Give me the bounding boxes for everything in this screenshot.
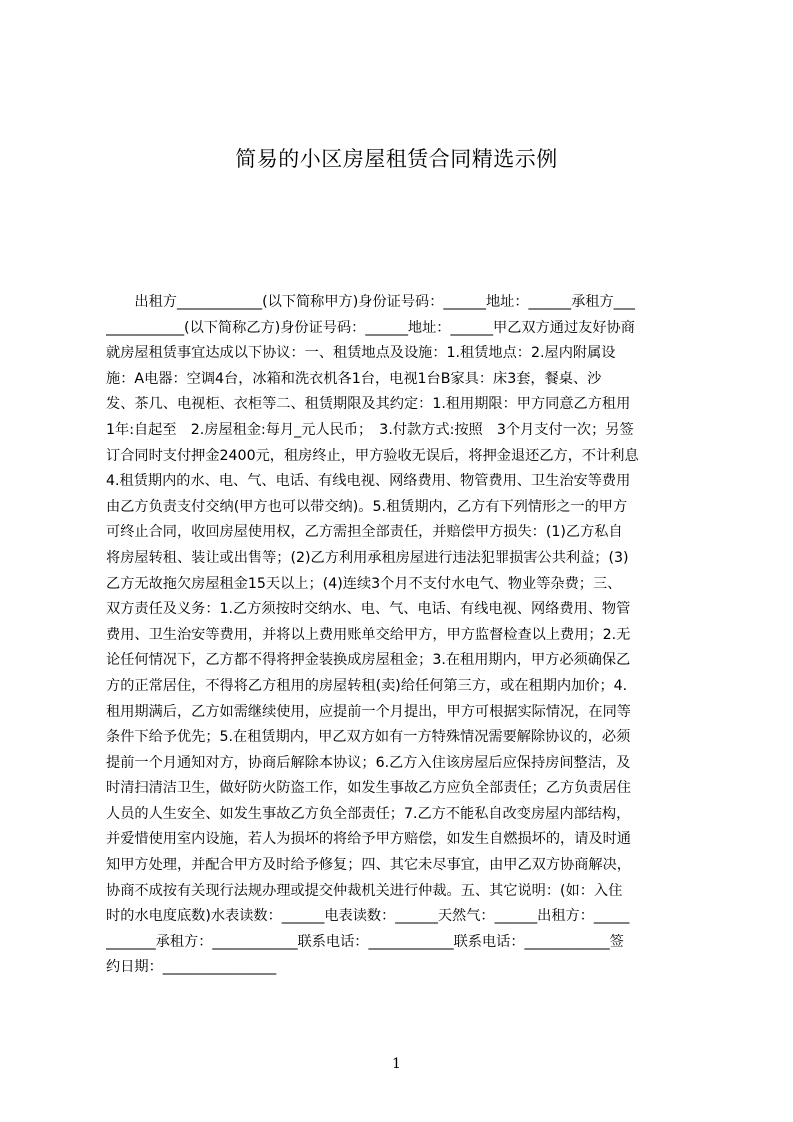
body-line: 知甲方处理，并配合甲方及时给予修复；四、其它未尽事宜，由甲乙双方协商解决， [106,857,631,874]
body-line: 将房屋转租、装让或出售等；(2)乙方利用承租房屋进行违法犯罪损害公共利益；(3) [106,549,629,566]
body-line: 协商不成按有关现行法规办理或提交仲裁机关进行仲裁。五、其它说明：(如：入住 [106,882,623,899]
contract-body [106,290,698,1015]
body-line: 费用、卫生治安等费用，并将以上费用账单交给甲方，甲方监督检查以上费用；2.无 [106,626,631,643]
body-line: 1年:自起至 2.房屋租金:每月_元人民币； 3.付款方式:按照 3个月支付一次；另签 [106,421,634,438]
body-line: 并爱惜使用室内设施，若人为损坏的将给予甲方赔偿，如发生自燃损坏的，请及时通 [106,831,631,848]
body-line: 时清扫清洁卫生，做好防火防盗工作，如发生事故乙方应负全部责任；乙方负责居住 [106,780,631,797]
body-line: ___________(以下简称乙方)身份证号码：______地址：______甲乙双方通过友好协商 [106,319,635,336]
body-line: 订合同时支付押金2400元，租房终止，甲方验收无误后，将押金退还乙方，不计利息 [106,447,639,464]
body-line: 方的正常居住，不得将乙方租用的房屋转租(卖)给任何第三方，或在租期内加价；4. [106,677,628,694]
document-title: 简易的小区房屋租赁合同精选示例 [235,147,558,171]
body-line: 时的水电度底数)水表读数：______电表读数：______天然气：______出租方：_____ [106,908,630,925]
body-line: 约日期：________________ [106,959,277,976]
body-line: 论任何情况下，乙方都不得将押金装换成房屋租金；3.在租用期内，甲方必须确保乙 [106,652,631,669]
body-line: 乙方无故拖欠房屋租金15天以上；(4)连续3个月不支付水电气、物业等杂费；三、 [106,575,622,592]
page-number: 1 [392,1056,401,1072]
body-line: 条件下给予优先；5.在租赁期内，甲乙双方如有一方特殊情况需要解除协议的，必须 [106,729,631,746]
body-line: 就房屋租赁事宜达成以下协议：一、租赁地点及设施：1.租赁地点：2.屋内附属设 [106,345,616,362]
body-line: 可终止合同，收回房屋使用权，乙方需担全部责任，并赔偿甲方损失：(1)乙方私自 [106,524,623,541]
body-line: _______承租方：____________联系电话：____________联系电话：____________签 [106,933,624,950]
body-line: 双方责任及义务：1.乙方须按时交纳水、电、气、电话、有线电视、网络费用、物管 [106,601,631,618]
body-line: 人员的人生安全、如发生事故乙方负全部责任；7.乙方不能私自改变房屋内部结构， [106,805,631,822]
body-line: 4.租赁期内的水、电、气、电话、有线电视、网络费用、物管费用、卫生治安等费用 [106,473,631,490]
body-line: 由乙方负责支付交纳(甲方也可以带交纳)。5.租赁期内，乙方有下列情形之一的甲方 [106,498,628,515]
body-line: 施：A电器：空调4台，冰箱和洗衣机各1台，电视1台B家具：床3套，餐桌、沙 [106,370,602,387]
body-line: 发、茶几、电视柜、衣柜等二、租赁期限及其约定：1.租用期限：甲方同意乙方租用 [106,396,631,413]
body-line: 出租方____________(以下简称甲方)身份证号码：______地址：______承租方___ [106,294,635,310]
body-line: 租用期满后，乙方如需继续使用，应提前一个月提出，甲方可根据实际情况，在同等 [106,703,631,720]
body-line: 提前一个月通知对方，协商后解除本协议；6.乙方入住该房屋后应保持房间整洁，及 [106,754,631,771]
